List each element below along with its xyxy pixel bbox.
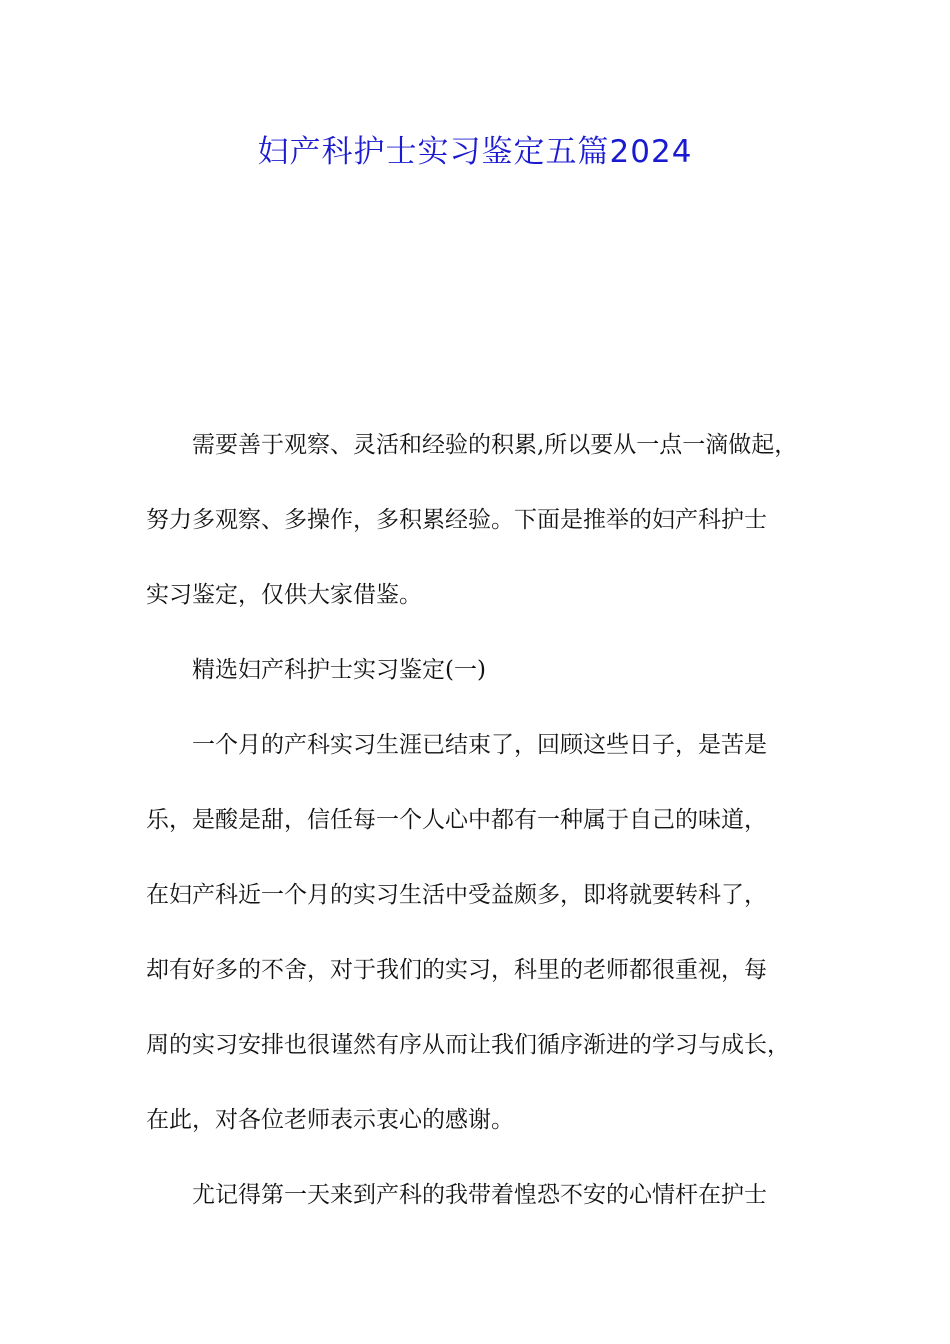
paragraph-line: 一个月的产科实习生涯已结束了，回顾这些日子，是苦是 xyxy=(192,732,767,758)
paragraph-line: 尤记得第一天来到产科的我带着惶恐不安的心情杆在护士 xyxy=(192,1182,767,1208)
document-title: 妇产科护士实习鉴定五篇2024 xyxy=(257,134,693,170)
paragraph-line: 在此，对各位老师表示衷心的感谢。 xyxy=(146,1107,514,1133)
document-body xyxy=(146,420,816,1245)
paragraph-line: 却有好多的不舍，对于我们的实习，科里的老师都很重视，每 xyxy=(146,957,767,983)
paragraph-line: 在妇产科近一个月的实习生活中受益颇多，即将就要转科了， xyxy=(146,882,767,908)
paragraph-line: 周的实习安排也很谨然有序从而让我们循序渐进的学习与成长， xyxy=(146,1032,790,1058)
section-heading: 精选妇产科护士实习鉴定(一) xyxy=(192,657,486,683)
paragraph-line: 实习鉴定，仅供大家借鉴。 xyxy=(146,582,422,608)
paragraph-line: 努力多观察、多操作，多积累经验。下面是推举的妇产科护士 xyxy=(146,507,767,533)
paragraph-line: 乐，是酸是甜，信任每一个人心中都有一种属于自己的味道， xyxy=(146,807,767,833)
paragraph-line: 需要善于观察、灵活和经验的积累,所以要从一点一滴做起， xyxy=(192,432,798,458)
